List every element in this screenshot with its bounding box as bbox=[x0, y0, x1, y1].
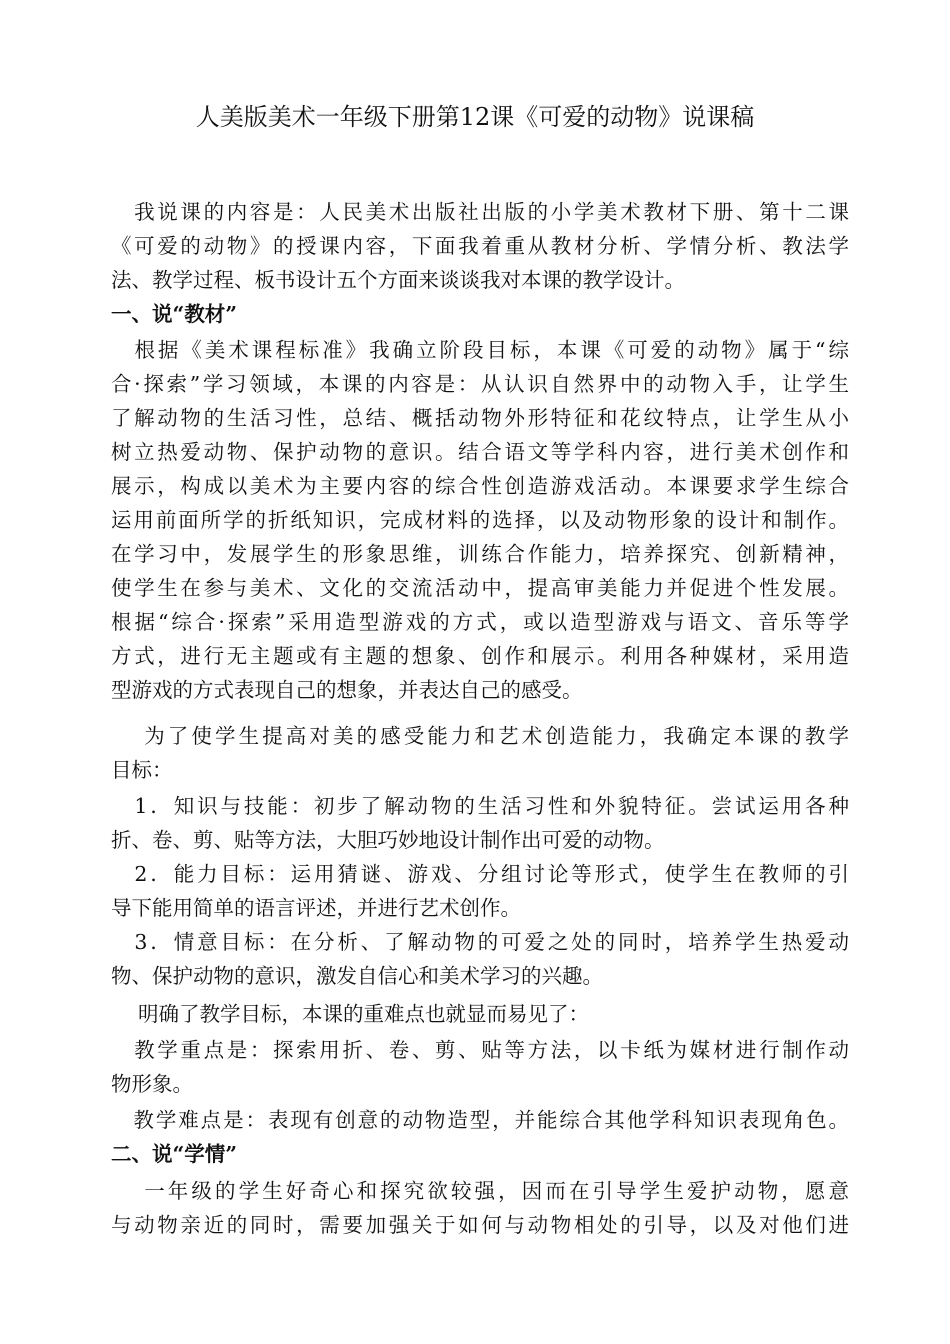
textbook-line-8: 使学生在参与美术、文化的交流活动中，提高审美能力并促进个性发展。 bbox=[111, 576, 849, 600]
teaching-focus-line-2: 物形象。 bbox=[111, 1072, 193, 1096]
textbook-line-9: 根据“综合·探索”采用造型游戏的方式，或以造型游戏与语文、音乐等学 bbox=[111, 610, 849, 634]
goal-3-line-1: 3．情意目标：在分析、了解动物的可爱之处的同时，培养学生热爱动 bbox=[111, 930, 849, 954]
textbook-line-7: 在学习中，发展学生的形象思维，训练合作能力，培养探究、创新精神， bbox=[111, 542, 849, 566]
learners-line-1: 一年级的学生好奇心和探究欲较强，因而在引导学生爱护动物，愿意 bbox=[111, 1179, 849, 1203]
section-heading-learners: 二、说“学情” bbox=[111, 1142, 238, 1166]
goals-intro-line-1: 为了使学生提高对美的感受能力和艺术创造能力，我确定本课的教学 bbox=[111, 724, 849, 748]
textbook-line-3: 了解动物的生活习性，总结、概括动物外形特征和花纹特点，让学生从小 bbox=[111, 406, 849, 430]
goal-1-line-1: 1．知识与技能：初步了解动物的生活习性和外貌特征。尝试运用各种 bbox=[111, 794, 849, 818]
goal-1-line-2: 折、卷、剪、贴等方法，大胆巧妙地设计制作出可爱的动物。 bbox=[111, 828, 665, 852]
section-heading-textbook: 一、说“教材” bbox=[111, 302, 238, 326]
textbook-line-6: 运用前面所学的折纸知识，完成材料的选择，以及动物形象的设计和制作。 bbox=[111, 508, 849, 532]
goal-3-line-2: 物、保护动物的意识，激发自信心和美术学习的兴趣。 bbox=[111, 964, 603, 988]
document-title: 人美版美术一年级下册第12课《可爱的动物》说课稿 bbox=[195, 103, 755, 131]
textbook-line-1: 根据《美术课程标准》我确立阶段目标，本课《可爱的动物》属于“综 bbox=[111, 338, 849, 362]
textbook-line-10: 方式，进行无主题或有主题的想象、创作和展示。利用各种媒材，采用造 bbox=[111, 644, 849, 668]
goal-2-line-2: 导下能用简单的语言评述，并进行艺术创作。 bbox=[111, 896, 521, 920]
goal-2-line-1: 2．能力目标：运用猜谜、游戏、分组讨论等形式，使学生在教师的引 bbox=[111, 862, 849, 886]
key-points-intro: 明确了教学目标，本课的重难点也就显而易见了： bbox=[111, 1002, 590, 1026]
textbook-line-5: 展示，构成以美术为主要内容的综合性创造游戏活动。本课要求学生综合 bbox=[111, 474, 849, 498]
textbook-line-11: 型游戏的方式表现自己的想象，并表达自己的感受。 bbox=[111, 678, 583, 702]
textbook-line-2: 合·探索”学习领域，本课的内容是：从认识自然界中的动物入手，让学生 bbox=[111, 372, 849, 396]
textbook-line-4: 树立热爱动物、保护动物的意识。结合语文等学科内容，进行美术创作和 bbox=[111, 440, 849, 464]
intro-line-2: 《可爱的动物》的授课内容，下面我着重从教材分析、学情分析、教法学 bbox=[111, 234, 849, 258]
intro-line-3: 法、教学过程、板书设计五个方面来谈谈我对本课的教学设计。 bbox=[111, 268, 685, 292]
teaching-difficulty-line: 教学难点是：表现有创意的动物造型，并能综合其他学科知识表现角色。 bbox=[111, 1108, 849, 1132]
teaching-focus-line-1: 教学重点是：探索用折、卷、剪、贴等方法，以卡纸为媒材进行制作动 bbox=[111, 1038, 849, 1062]
intro-line-1: 我说课的内容是：人民美术出版社出版的小学美术教材下册、第十二课 bbox=[111, 200, 849, 224]
goals-intro-line-2: 目标： bbox=[111, 758, 173, 782]
learners-line-2: 与动物亲近的同时，需要加强关于如何与动物相处的引导，以及对他们进 bbox=[111, 1213, 849, 1237]
